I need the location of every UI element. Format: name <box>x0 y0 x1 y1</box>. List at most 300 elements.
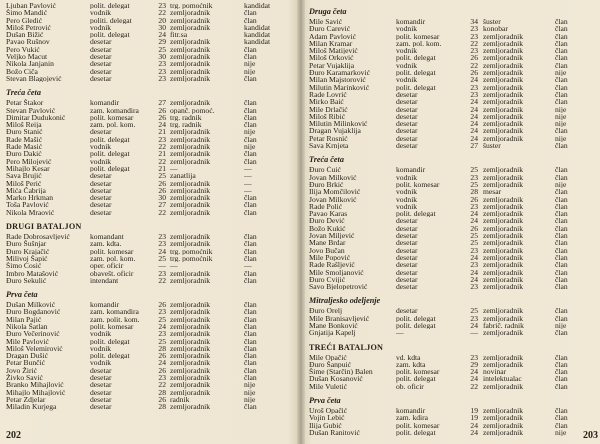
person-status: član <box>244 322 257 331</box>
roster-row <box>0 46 298 53</box>
roster-row <box>0 240 298 247</box>
person-name: Miloš Perić <box>6 179 42 187</box>
person-status: član <box>244 254 257 263</box>
person-occupation: zemljoradnik <box>483 83 524 91</box>
person-age: 23 <box>158 308 166 316</box>
person-role: vodnik <box>90 344 112 353</box>
person-role: desetar <box>90 60 112 68</box>
person-occupation: konobar <box>483 25 508 33</box>
person-name: Sava Brujić <box>6 172 42 180</box>
person-role: desetar <box>396 127 418 135</box>
person-name: Miloš Petrović <box>6 23 51 32</box>
person-status: član <box>555 314 568 322</box>
person-name: Đuro Krajačić <box>6 247 50 255</box>
person-age: 27 <box>158 99 166 107</box>
roster-row <box>303 276 600 283</box>
person-role: desetar <box>90 194 112 202</box>
person-status: član <box>244 106 257 114</box>
person-name: Mile Branisavljević <box>309 314 370 322</box>
roster-row <box>303 368 600 375</box>
person-occupation: zemljoradnik <box>483 232 524 240</box>
section-heading: Treća četa <box>309 155 344 165</box>
person-name: Mile Smoljanović <box>309 268 364 276</box>
person-name: Đuro Carević <box>309 25 351 33</box>
person-occupation: zemljoradnik <box>483 127 524 135</box>
person-age: 30 <box>158 53 166 61</box>
person-age: 24 <box>470 321 478 330</box>
person-role: polit. delegat <box>90 2 130 10</box>
person-name: Pero Vukić <box>6 45 40 54</box>
person-occupation: zemljoradnik <box>483 268 524 276</box>
person-role: desetar <box>90 179 112 187</box>
person-age: 23 <box>158 240 166 248</box>
person-role: vodnik <box>90 157 112 165</box>
person-occupation: zemljoradnik <box>483 166 524 174</box>
person-role: desetar <box>396 90 418 99</box>
person-age: 26 <box>470 69 478 77</box>
person-age: 22 <box>158 276 166 285</box>
person-age: 23 <box>470 202 478 211</box>
person-name: Stevan Blagojević <box>6 74 62 83</box>
person-status: član <box>244 344 257 353</box>
person-name: Rade Masić <box>6 143 43 151</box>
person-status: — <box>244 186 252 195</box>
person-age: 24 <box>470 428 478 437</box>
person-role: zam. polit. kom. <box>90 315 140 323</box>
person-role: vodnik <box>396 47 418 55</box>
person-age: 25 <box>158 172 166 180</box>
person-occupation: zemljoradnik <box>483 428 524 437</box>
roster-row <box>303 188 600 195</box>
person-age: 29 <box>158 38 166 46</box>
person-name: Đuro Brkić <box>309 180 344 189</box>
person-age: 23 <box>470 314 478 322</box>
person-role: vodnik <box>396 188 418 196</box>
person-occupation: zemljoradnik <box>483 261 524 269</box>
roster-row <box>0 338 298 345</box>
person-occupation: zemljoradnik <box>483 61 524 70</box>
person-role: polit. delegat <box>396 314 436 322</box>
person-role: desetar <box>396 142 418 150</box>
person-occupation: zemljoradnik <box>170 157 211 165</box>
person-name: Rade Mašić <box>6 135 43 144</box>
person-age: 24 <box>470 120 478 128</box>
person-name: Mile Popović <box>309 253 351 262</box>
person-status: nije <box>244 143 256 151</box>
roster-row <box>0 201 298 208</box>
person-status: član <box>244 45 257 54</box>
person-occupation: zemljoradnik <box>170 330 211 338</box>
person-age: 25 <box>470 239 478 247</box>
person-occupation: mesar <box>483 188 502 196</box>
person-occupation: zemljoradnik <box>483 239 524 247</box>
person-occupation: zemljoradnik <box>170 359 211 367</box>
person-occupation: zemljoradnik <box>483 314 524 322</box>
roster-row <box>0 316 298 323</box>
roster-row <box>303 329 600 336</box>
roster-row <box>303 414 600 421</box>
person-age: 23 <box>158 67 166 75</box>
person-occupation: zemljoradnik <box>170 74 211 83</box>
person-role: vodnik <box>396 202 418 211</box>
roster-row <box>0 381 298 388</box>
person-occupation: zemljoradnik <box>483 382 524 391</box>
person-status: član <box>555 18 568 26</box>
person-age: 22 <box>470 61 478 70</box>
person-status: član <box>555 224 568 233</box>
person-name: Mane Bonković <box>309 321 358 330</box>
person-status: član <box>244 403 257 411</box>
person-occupation: zemljoradnik <box>483 32 524 40</box>
person-role: polit. delegat <box>396 428 436 437</box>
person-occupation: zemljoradnik <box>170 352 211 360</box>
person-status: član <box>555 61 568 70</box>
person-status: član <box>555 253 568 262</box>
person-occupation: zemljoradnik <box>170 16 211 24</box>
person-role: desetar <box>396 275 418 284</box>
person-status: član <box>244 16 257 24</box>
person-name: Đuro Večerinović <box>6 330 60 338</box>
roster-row <box>0 136 298 143</box>
person-occupation: zemljoradnik <box>483 217 524 225</box>
person-role: vodnik <box>90 23 112 32</box>
person-age: 23 <box>470 353 478 361</box>
person-age: 24 <box>470 421 478 429</box>
person-name: Milan Pajić <box>6 315 42 323</box>
person-role: desetar <box>396 268 418 276</box>
person-age: 24 <box>470 134 478 143</box>
person-role: vodnik <box>396 173 418 181</box>
person-age: 21 <box>158 128 166 136</box>
person-name: Rade Polić <box>309 202 343 211</box>
person-occupation: zemljoradnik <box>170 208 211 217</box>
person-role: zam. pol. kom. <box>90 121 136 129</box>
person-age: 24 <box>158 322 166 331</box>
person-occupation: zemljoradnik <box>483 69 524 77</box>
roster-row <box>0 277 298 284</box>
person-occupation: zemljoradnik <box>483 253 524 262</box>
person-occupation: zemljoradnik <box>170 381 211 389</box>
person-name: Milutin Marinković <box>309 83 370 91</box>
person-status: član <box>555 283 568 291</box>
person-status: član <box>555 25 568 33</box>
person-name: Dušan Kosanović <box>309 375 363 383</box>
person-status: član <box>555 217 568 225</box>
person-occupation: opanč. pomoć. <box>170 106 215 114</box>
roster-row <box>303 225 600 232</box>
person-status: član <box>555 54 568 62</box>
roster-row <box>303 120 600 127</box>
person-name: Živko Savić <box>6 374 43 382</box>
roster-row <box>0 99 298 106</box>
roster-row <box>303 283 600 290</box>
person-status: nije <box>244 60 256 68</box>
roster-row <box>0 367 298 374</box>
roster-row <box>0 114 298 121</box>
person-name: Dimitar Dudukonić <box>6 113 66 122</box>
roster-row <box>0 233 298 240</box>
person-name: Petar Zdjelar <box>6 395 46 404</box>
roster-row <box>303 239 600 246</box>
person-occupation: zemljoradnik <box>170 23 211 32</box>
person-status: nije <box>555 321 567 330</box>
person-occupation: trg. radnik <box>170 113 202 122</box>
person-name: Toša Pavlović <box>6 201 49 209</box>
person-age: 23 <box>470 25 478 33</box>
person-age: 28 <box>470 188 478 196</box>
person-name: Milan Majstorović <box>309 76 366 84</box>
person-status: član <box>244 308 257 316</box>
person-occupation: zemljoradnik <box>170 194 211 202</box>
person-status: kandidat <box>244 31 271 39</box>
person-occupation: zemljoradnik <box>170 179 211 187</box>
person-role: desetar <box>90 381 112 389</box>
person-name: Gnjatija Kapelj <box>309 329 356 337</box>
person-occupation: zemljoradnik <box>483 360 524 369</box>
person-role: desetar <box>396 120 418 128</box>
person-age: 21 <box>158 150 166 158</box>
person-age: 24 <box>470 253 478 262</box>
person-occupation: zemljoradnik <box>170 301 211 309</box>
roster-row <box>0 2 298 9</box>
person-occupation: zemljoradnik <box>170 269 211 277</box>
person-name: Mile Drlačić <box>309 105 348 113</box>
person-status: — <box>244 262 252 270</box>
person-status: član <box>244 240 257 248</box>
person-age: 24 <box>470 210 478 218</box>
person-name: Mile Vuletić <box>309 382 347 391</box>
person-occupation: zemljoradnik <box>483 283 524 291</box>
person-role: intendant <box>90 276 119 285</box>
roster-row <box>0 374 298 381</box>
person-age: 23 <box>470 246 478 254</box>
person-status: član <box>555 127 568 135</box>
person-status: član <box>555 47 568 55</box>
person-name: Adam Pavlović <box>309 32 357 40</box>
person-age: 26 <box>158 113 166 122</box>
person-occupation: zemljoradnik <box>483 98 524 106</box>
person-age: 22 <box>470 382 478 391</box>
person-role: desetar <box>396 239 418 247</box>
roster-row <box>303 54 600 61</box>
person-age: 34 <box>470 18 478 26</box>
person-name: Đuro Šanpuić <box>309 360 351 369</box>
person-name: Rade Rašljević <box>309 261 355 269</box>
person-role: polit. delegat <box>396 321 436 330</box>
person-name: Nikola Janjanin <box>6 60 54 68</box>
person-age: 25 <box>470 232 478 240</box>
person-status: član <box>244 208 257 217</box>
person-status: član <box>555 407 568 415</box>
person-occupation: zemljoradnik <box>170 201 211 209</box>
person-role: desetar <box>396 105 418 113</box>
person-role: vd. kdta <box>396 353 421 361</box>
person-name: Dušan Ranitović <box>309 428 360 437</box>
roster-row <box>0 359 298 366</box>
person-occupation: zemljoradnik <box>483 275 524 284</box>
person-occupation: zemljoradnik <box>483 76 524 84</box>
person-age: 25 <box>158 315 166 323</box>
person-age: 26 <box>158 395 166 404</box>
person-occupation: zemljoradnik <box>170 128 211 136</box>
person-name: Sava Krnjeta <box>309 142 349 150</box>
person-age: 25 <box>158 337 166 345</box>
person-status: član <box>244 194 257 202</box>
person-occupation: zemljoradnik <box>483 246 524 254</box>
person-name: Mirko Baić <box>309 98 344 106</box>
person-age: 23 <box>470 32 478 40</box>
person-role: polit. komesar <box>396 180 440 189</box>
person-role: komandir <box>396 166 426 174</box>
person-status: član <box>555 246 568 254</box>
person-name: Mane Brdar <box>309 239 346 247</box>
person-occupation: zemljoradnik <box>170 344 211 353</box>
person-age: 23 <box>158 374 166 382</box>
person-name: Đuro Ćuić <box>309 166 341 174</box>
person-name: Šimo Ćosić <box>6 262 42 270</box>
person-status: nije <box>555 105 567 113</box>
person-age: 24 <box>470 76 478 84</box>
person-name: Ilija Momčilović <box>309 188 361 196</box>
person-age: 26 <box>158 366 166 375</box>
person-role: desetar <box>396 217 418 225</box>
person-occupation: zemljoradnik <box>170 53 211 61</box>
person-status: nije <box>555 112 567 121</box>
person-role: desetar <box>90 53 112 61</box>
person-role: desetar <box>90 45 112 54</box>
person-age: 24 <box>470 368 478 376</box>
person-age: 22 <box>158 381 166 389</box>
roster-row <box>0 31 298 38</box>
person-occupation: zemljoradnik <box>170 186 211 195</box>
person-occupation: zemljoradnik <box>483 195 524 203</box>
roster-row <box>303 135 600 142</box>
person-name: Milan Kramar <box>309 39 353 48</box>
person-age: 27 <box>470 142 478 150</box>
person-age: 26 <box>158 352 166 360</box>
person-name: Pero Gledić <box>6 16 43 24</box>
person-role: desetar <box>396 261 418 269</box>
person-occupation: zemljoradnik <box>170 322 211 331</box>
person-occupation: zemljoradnik <box>170 135 211 144</box>
person-role: polit. delegat <box>396 210 436 218</box>
roster-row <box>0 53 298 60</box>
person-status: član <box>244 276 257 285</box>
roster-row <box>303 361 600 368</box>
person-age: 24 <box>158 121 166 129</box>
person-name: Đuro Cvijić <box>309 275 346 284</box>
roster-row <box>0 158 298 165</box>
person-status: član <box>244 99 257 107</box>
person-name: Mića Čabrija <box>6 186 46 195</box>
person-age: 23 <box>470 47 478 55</box>
person-occupation: zemljoradnik <box>483 224 524 233</box>
person-name: Mihajlo Mihajlović <box>6 388 66 396</box>
person-age: 26 <box>470 195 478 203</box>
roster-row <box>0 128 298 135</box>
person-role: obavešt. oficir <box>90 269 134 277</box>
roster-row <box>0 396 298 403</box>
person-role: desetar <box>90 366 112 375</box>
person-age: 25 <box>470 180 478 189</box>
person-age: 26 <box>158 179 166 187</box>
person-role: politi. delegat <box>90 16 132 24</box>
roster-row <box>303 76 600 83</box>
person-name: Mile Savić <box>309 18 343 26</box>
person-status: član <box>555 98 568 106</box>
person-age: 24 <box>470 268 478 276</box>
person-role: polit. delegat <box>396 83 436 91</box>
person-name: Mile Opačić <box>309 353 347 361</box>
roster-row <box>303 203 600 210</box>
person-occupation: zemljoradnik <box>170 388 211 396</box>
roster-row <box>0 150 298 157</box>
person-occupation: trg. radnik <box>170 121 202 129</box>
person-occupation: zemljoradnik <box>170 240 211 248</box>
person-role: — <box>396 329 404 337</box>
roster-row <box>303 210 600 217</box>
person-age: 25 <box>158 45 166 54</box>
roster-row <box>0 38 298 45</box>
person-role: zam. pol. kom. <box>396 39 442 48</box>
person-status: nije <box>555 428 567 437</box>
person-status: — <box>244 172 252 180</box>
roster-row <box>0 172 298 179</box>
person-role: desetar <box>396 98 418 106</box>
person-status: član <box>555 166 568 174</box>
person-role: desetar <box>90 128 112 136</box>
person-occupation: zemljoradnik <box>483 112 524 121</box>
roster-row <box>303 383 600 390</box>
person-name: Jovo Bučan <box>309 246 345 254</box>
roster-row <box>303 69 600 76</box>
person-occupation: zemljoradnik <box>483 180 524 189</box>
person-status: član <box>244 330 257 338</box>
roster-row <box>303 62 600 69</box>
person-role: polit. delegat <box>90 135 130 144</box>
person-status: član <box>555 382 568 391</box>
person-role: zam. komandira <box>90 106 139 114</box>
person-role: polit. delegat <box>396 375 436 383</box>
person-age: 25 <box>158 254 166 263</box>
roster-row <box>303 166 600 173</box>
person-name: Miloš Ribić <box>309 112 346 121</box>
person-status: član <box>555 329 568 337</box>
person-status: član <box>244 157 257 165</box>
person-role: zam. kdira <box>396 414 429 422</box>
person-role: polit. komesar <box>90 322 134 331</box>
roster-row <box>303 106 600 113</box>
person-name: Šime (Starčin) Balen <box>309 368 373 376</box>
person-role: desetar <box>90 172 112 180</box>
roster-row <box>0 194 298 201</box>
person-occupation: zemljoradnik <box>170 150 211 158</box>
person-name: Petar Štakor <box>6 99 44 107</box>
person-name: Petar Rosnić <box>309 134 348 143</box>
person-occupation: zemljoradnik <box>170 45 211 54</box>
roster-row <box>0 345 298 352</box>
person-role: polit. delegat <box>90 31 130 39</box>
person-occupation: zemljoradnik <box>170 143 211 151</box>
person-name: Jovan Milković <box>309 173 357 181</box>
person-name: Dušan Milković <box>6 301 56 309</box>
roster-row <box>0 389 298 396</box>
person-age: 19 <box>470 414 478 422</box>
person-status: član <box>244 315 257 323</box>
person-name: Miloš Matijević <box>309 47 358 55</box>
person-name: Miladin Kurjega <box>6 403 57 411</box>
person-role: desetar <box>90 201 112 209</box>
